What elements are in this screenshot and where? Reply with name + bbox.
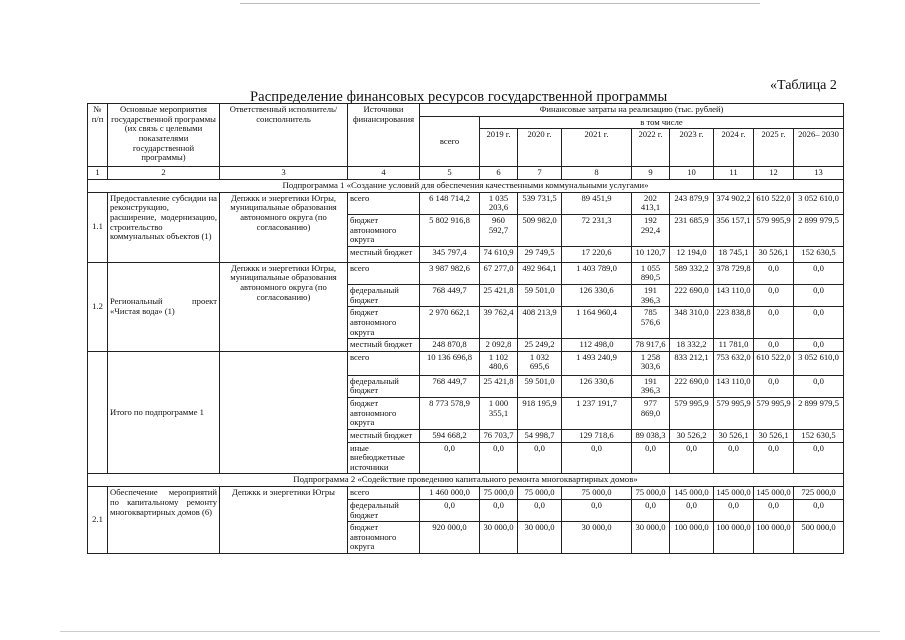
year-header: 2019 г. xyxy=(480,129,518,167)
value-cell: 1 055 890,5 xyxy=(632,262,670,284)
value-cell: 126 330,6 xyxy=(562,375,632,397)
value-cell: 25 249,2 xyxy=(518,339,562,352)
value-cell: 0,0 xyxy=(754,339,794,352)
column-number: 2 xyxy=(108,167,220,180)
year-header: 2025 г. xyxy=(754,129,794,167)
column-number: 4 xyxy=(348,167,420,180)
value-cell: 129 718,6 xyxy=(562,429,632,442)
value-cell: 0,0 xyxy=(714,442,754,474)
value-cell: 222 690,0 xyxy=(670,285,714,307)
value-cell: 143 110,0 xyxy=(714,285,754,307)
source: всего xyxy=(348,351,420,375)
subtotal-name: Итого по подпрограмме 1 xyxy=(108,351,220,474)
value-cell: 753 632,0 xyxy=(714,351,754,375)
item-number: 1.1 xyxy=(88,192,108,262)
value-cell: 1 102 480,6 xyxy=(480,351,518,375)
value-cell: 6 148 714,2 xyxy=(420,192,480,214)
value-cell: 0,0 xyxy=(518,442,562,474)
value-cell: 39 762,4 xyxy=(480,307,518,339)
column-number: 1 xyxy=(88,167,108,180)
value-cell: 75 000,0 xyxy=(480,487,518,500)
activity-name: Региональный проект «Чистая вода» (1) xyxy=(108,262,220,351)
value-cell: 509 982,0 xyxy=(518,214,562,246)
value-cell: 100 000,0 xyxy=(754,522,794,554)
source: всего xyxy=(348,487,420,500)
value-cell: 0,0 xyxy=(562,499,632,521)
value-cell: 126 330,6 xyxy=(562,285,632,307)
value-cell: 0,0 xyxy=(670,499,714,521)
value-cell: 30 526,1 xyxy=(754,246,794,262)
value-cell: 191 396,3 xyxy=(632,285,670,307)
source: иные внебюджетные источники xyxy=(348,442,420,474)
year-header: 2026– 2030 xyxy=(794,129,844,167)
value-cell: 0,0 xyxy=(632,442,670,474)
column-number: 6 xyxy=(480,167,518,180)
value-cell: 0,0 xyxy=(794,375,844,397)
value-cell: 1 460 000,0 xyxy=(420,487,480,500)
value-cell: 191 396,3 xyxy=(632,375,670,397)
source: федеральный бюджет xyxy=(348,375,420,397)
value-cell: 100 000,0 xyxy=(714,522,754,554)
activity-name: Предоставление субсидии на реконструкцию, расширение, модернизацию, строительство коммунальных объектов (1) xyxy=(108,192,220,262)
year-header: 2022 г. xyxy=(632,129,670,167)
value-cell: 18 332,2 xyxy=(670,339,714,352)
value-cell: 579 995,9 xyxy=(754,398,794,430)
source: всего xyxy=(348,262,420,284)
header-main: Основные мероприятия государственной программы (их связь с целевыми показателями государственной программы) xyxy=(108,104,220,167)
value-cell: 3 052 610,0 xyxy=(794,351,844,375)
source: бюджет автономного округа xyxy=(348,214,420,246)
activity-name: Обеспечение мероприятий по капитальному ремонту многоквартирных домов (6) xyxy=(108,487,220,554)
value-cell: 785 576,6 xyxy=(632,307,670,339)
value-cell: 0,0 xyxy=(794,499,844,521)
value-cell: 768 449,7 xyxy=(420,375,480,397)
value-cell: 0,0 xyxy=(480,499,518,521)
scan-edge-bottom xyxy=(60,631,880,632)
value-cell: 1 258 303,6 xyxy=(632,351,670,375)
value-cell: 10 120,7 xyxy=(632,246,670,262)
value-cell: 145 000,0 xyxy=(714,487,754,500)
value-cell: 977 869,0 xyxy=(632,398,670,430)
value-cell: 54 998,7 xyxy=(518,429,562,442)
executor-empty xyxy=(220,351,348,474)
table-row xyxy=(88,262,844,284)
value-cell: 920 000,0 xyxy=(420,522,480,554)
column-number: 3 xyxy=(220,167,348,180)
value-cell: 500 000,0 xyxy=(794,522,844,554)
document-title: Распределение финансовых ресурсов государственной программы xyxy=(250,89,668,105)
value-cell: 30 000,0 xyxy=(518,522,562,554)
value-cell: 67 277,0 xyxy=(480,262,518,284)
value-cell: 0,0 xyxy=(754,262,794,284)
value-cell: 1 237 191,7 xyxy=(562,398,632,430)
value-cell: 152 630,5 xyxy=(794,429,844,442)
header-no: № п/п xyxy=(88,104,108,167)
value-cell: 17 220,6 xyxy=(562,246,632,262)
value-cell: 579 995,9 xyxy=(670,398,714,430)
value-cell: 0,0 xyxy=(714,499,754,521)
value-cell: 30 000,0 xyxy=(562,522,632,554)
value-cell: 539 731,5 xyxy=(518,192,562,214)
value-cell: 2 899 979,5 xyxy=(794,398,844,430)
source: федеральный бюджет xyxy=(348,499,420,521)
value-cell: 243 879,9 xyxy=(670,192,714,214)
value-cell: 0,0 xyxy=(420,442,480,474)
value-cell: 3 987 982,6 xyxy=(420,262,480,284)
value-cell: 0,0 xyxy=(754,442,794,474)
value-cell: 0,0 xyxy=(420,499,480,521)
year-header: 2021 г. xyxy=(562,129,632,167)
value-cell: 610 522,0 xyxy=(754,192,794,214)
column-number-row xyxy=(88,167,844,180)
value-cell: 30 000,0 xyxy=(480,522,518,554)
value-cell: 1 164 960,4 xyxy=(562,307,632,339)
value-cell: 192 292,4 xyxy=(632,214,670,246)
value-cell: 348 310,0 xyxy=(670,307,714,339)
header-row xyxy=(88,104,844,117)
header-total: всего xyxy=(420,116,480,167)
value-cell: 59 501,0 xyxy=(518,285,562,307)
value-cell: 0,0 xyxy=(794,307,844,339)
value-cell: 30 526,1 xyxy=(754,429,794,442)
value-cell: 74 610,9 xyxy=(480,246,518,262)
value-cell: 408 213,9 xyxy=(518,307,562,339)
value-cell: 3 052 610,0 xyxy=(794,192,844,214)
value-cell: 248 870,8 xyxy=(420,339,480,352)
value-cell: 589 332,2 xyxy=(670,262,714,284)
value-cell: 25 421,8 xyxy=(480,285,518,307)
header-source: Источники финансирования xyxy=(348,104,420,167)
subprogram-row xyxy=(88,179,844,192)
source: бюджет автономного округа xyxy=(348,522,420,554)
finance-table xyxy=(87,103,844,554)
table-row xyxy=(88,351,844,375)
value-cell: 833 212,1 xyxy=(670,351,714,375)
value-cell: 145 000,0 xyxy=(754,487,794,500)
value-cell: 143 110,0 xyxy=(714,375,754,397)
item-number-empty xyxy=(88,351,108,474)
value-cell: 29 749,5 xyxy=(518,246,562,262)
value-cell: 579 995,9 xyxy=(754,214,794,246)
value-cell: 1 403 789,0 xyxy=(562,262,632,284)
source: всего xyxy=(348,192,420,214)
source: федеральный бюджет xyxy=(348,285,420,307)
value-cell: 75 000,0 xyxy=(562,487,632,500)
year-header: 2023 г. xyxy=(670,129,714,167)
subprogram-1-title: Подпрограмма 1 «Создание условий для обеспечения качественными коммунальными услугами» xyxy=(88,179,844,192)
value-cell: 0,0 xyxy=(794,285,844,307)
value-cell: 594 668,2 xyxy=(420,429,480,442)
column-number: 7 xyxy=(518,167,562,180)
value-cell: 25 421,8 xyxy=(480,375,518,397)
column-number: 9 xyxy=(632,167,670,180)
value-cell: 0,0 xyxy=(670,442,714,474)
column-number: 10 xyxy=(670,167,714,180)
value-cell: 222 690,0 xyxy=(670,375,714,397)
value-cell: 1 035 203,6 xyxy=(480,192,518,214)
value-cell: 0,0 xyxy=(562,442,632,474)
source: местный бюджет xyxy=(348,246,420,262)
column-number: 8 xyxy=(562,167,632,180)
value-cell: 30 526,1 xyxy=(714,429,754,442)
value-cell: 768 449,7 xyxy=(420,285,480,307)
value-cell: 356 157,1 xyxy=(714,214,754,246)
value-cell: 78 917,6 xyxy=(632,339,670,352)
value-cell: 59 501,0 xyxy=(518,375,562,397)
executor: Депжкк и энергетики Югры, муниципальные образования автономного округа (по согласованию) xyxy=(220,192,348,262)
value-cell: 492 964,1 xyxy=(518,262,562,284)
value-cell: 960 592,7 xyxy=(480,214,518,246)
value-cell: 30 000,0 xyxy=(632,522,670,554)
value-cell: 75 000,0 xyxy=(632,487,670,500)
value-cell: 610 522,0 xyxy=(754,351,794,375)
value-cell: 918 195,9 xyxy=(518,398,562,430)
value-cell: 12 194,0 xyxy=(670,246,714,262)
value-cell: 5 802 916,8 xyxy=(420,214,480,246)
value-cell: 89 451,9 xyxy=(562,192,632,214)
value-cell: 89 038,3 xyxy=(632,429,670,442)
value-cell: 202 413,1 xyxy=(632,192,670,214)
year-header: 2020 г. xyxy=(518,129,562,167)
column-number: 12 xyxy=(754,167,794,180)
subprogram-row xyxy=(88,474,844,487)
value-cell: 579 995,9 xyxy=(714,398,754,430)
header-incl: в том числе xyxy=(480,116,844,129)
value-cell: 112 498,0 xyxy=(562,339,632,352)
scan-edge-top xyxy=(240,3,760,4)
value-cell: 0,0 xyxy=(754,307,794,339)
value-cell: 152 630,5 xyxy=(794,246,844,262)
item-number: 1.2 xyxy=(88,262,108,351)
value-cell: 374 902,2 xyxy=(714,192,754,214)
value-cell: 223 838,8 xyxy=(714,307,754,339)
executor: Депжкк и энергетики Югры, муниципальные образования автономного округа (по согласованию) xyxy=(220,262,348,351)
value-cell: 75 000,0 xyxy=(518,487,562,500)
value-cell: 378 729,8 xyxy=(714,262,754,284)
value-cell: 1 000 355,1 xyxy=(480,398,518,430)
executor: Депжкк и энергетики Югры xyxy=(220,487,348,554)
subprogram-2-title: Подпрограмма 2 «Содействие проведению капитального ремонта многоквартирных домов» xyxy=(88,474,844,487)
source: бюджет автономного округа xyxy=(348,307,420,339)
header-costs: Финансовые затраты на реализацию (тыс. рублей) xyxy=(420,104,844,117)
value-cell: 725 000,0 xyxy=(794,487,844,500)
value-cell: 0,0 xyxy=(794,262,844,284)
value-cell: 0,0 xyxy=(754,499,794,521)
value-cell: 30 526,2 xyxy=(670,429,714,442)
year-header: 2024 г. xyxy=(714,129,754,167)
value-cell: 0,0 xyxy=(794,442,844,474)
value-cell: 345 797,4 xyxy=(420,246,480,262)
value-cell: 8 773 578,9 xyxy=(420,398,480,430)
value-cell: 0,0 xyxy=(754,375,794,397)
value-cell: 1 493 240,9 xyxy=(562,351,632,375)
column-number: 5 xyxy=(420,167,480,180)
value-cell: 0,0 xyxy=(518,499,562,521)
source: местный бюджет xyxy=(348,429,420,442)
value-cell: 1 032 695,6 xyxy=(518,351,562,375)
value-cell: 100 000,0 xyxy=(670,522,714,554)
source: местный бюджет xyxy=(348,339,420,352)
value-cell: 231 685,9 xyxy=(670,214,714,246)
value-cell: 145 000,0 xyxy=(670,487,714,500)
value-cell: 2 970 662,1 xyxy=(420,307,480,339)
table-row xyxy=(88,192,844,214)
table-label: «Таблица 2 xyxy=(770,78,837,93)
value-cell: 10 136 696,8 xyxy=(420,351,480,375)
table-row xyxy=(88,487,844,500)
item-number: 2.1 xyxy=(88,487,108,554)
value-cell: 72 231,3 xyxy=(562,214,632,246)
column-number: 11 xyxy=(714,167,754,180)
value-cell: 0,0 xyxy=(794,339,844,352)
value-cell: 0,0 xyxy=(754,285,794,307)
value-cell: 0,0 xyxy=(480,442,518,474)
value-cell: 2 899 979,5 xyxy=(794,214,844,246)
value-cell: 11 781,0 xyxy=(714,339,754,352)
value-cell: 0,0 xyxy=(632,499,670,521)
column-number: 13 xyxy=(794,167,844,180)
value-cell: 18 745,1 xyxy=(714,246,754,262)
value-cell: 2 092,8 xyxy=(480,339,518,352)
header-executor: Ответственный исполнитель/соисполнитель xyxy=(220,104,348,167)
value-cell: 76 703,7 xyxy=(480,429,518,442)
source: бюджет автономного округа xyxy=(348,398,420,430)
